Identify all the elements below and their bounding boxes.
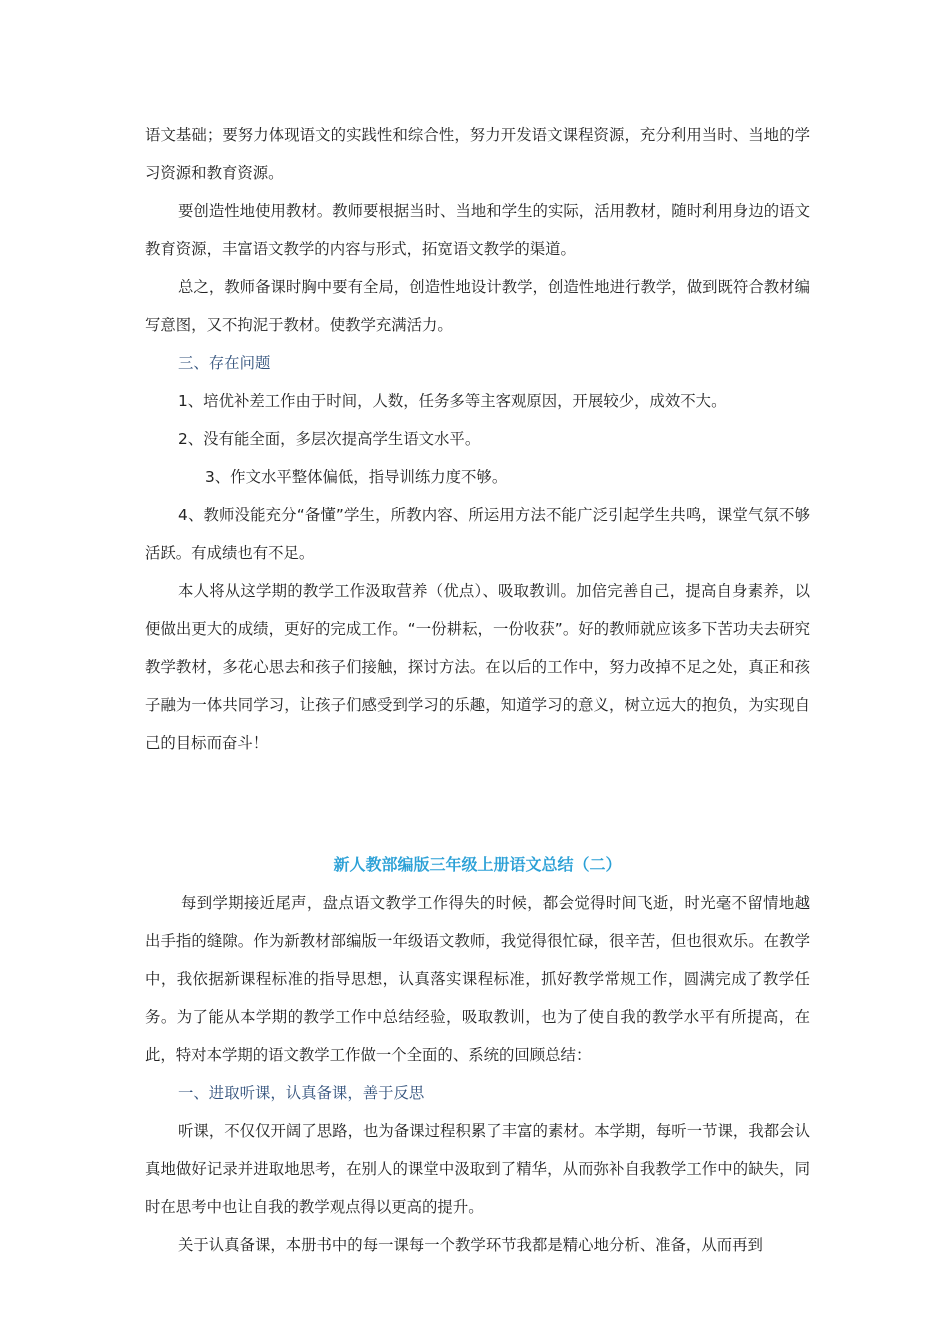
problem-item-4: 4、教师没能充分“备懂”学生，所教内容、所运用方法不能广泛引起学生共鸣，课堂气氛不够活跃。有成绩也有不足。 — [145, 506, 810, 562]
problem-item-3: 3、作文水平整体偏低，指导训练力度不够。 — [205, 468, 508, 486]
section-title: 新人教部编版三年级上册语文总结（二） — [333, 855, 622, 874]
heading-problems: 三、存在问题 — [178, 354, 271, 372]
paragraph-intro: 每到学期接近尾声，盘点语文教学工作得失的时候，都会觉得时间飞逝，时光毫不留情地越出手指的缝隙。作为新教材部编版一年级语文教师，我觉得很忙碌，很辛苦，但也很欢乐。在教学中，我依据新课程标准的指导思想，认真落实课程标准，抓好教学常规工作，圆满完成了教学任务。为了能从本学期的教学工作中总结经验，吸取教训，也为了使自我的教学水平有所提高，在此，特对本学期的语文教学工作做一个全面的、系统的回顾总结： — [145, 894, 810, 1064]
problem-item-1: 1、培优补差工作由于时间，人数，任务多等主客观原因，开展较少，成效不大。 — [178, 392, 727, 410]
problem-item-2: 2、没有能全面，多层次提高学生语文水平。 — [178, 430, 481, 448]
paragraph-preparation: 关于认真备课，本册书中的每一课每一个教学环节我都是精心地分析、准备，从而再到 — [178, 1236, 763, 1254]
document-page — [145, 116, 810, 1264]
heading-prefix: 一、 — [178, 1084, 209, 1102]
paragraph-summary: 总之，教师备课时胸中要有全局，创造性地设计教学，创造性地进行教学，做到既符合教材编写意图，又不拘泥于教材。使教学充满活力。 — [145, 278, 810, 334]
paragraph-creative-textbook: 要创造性地使用教材。教师要根据当时、当地和学生的实际，活用教材，随时利用身边的语文教育资源，丰富语文教学的内容与形式，拓宽语文教学的渠道。 — [145, 202, 810, 258]
heading-text: 进取听课，认真备课，善于反思 — [208, 1084, 425, 1102]
heading-listen-prepare — [145, 1074, 810, 1112]
paragraph-closing: 本人将从这学期的教学工作汲取营养（优点）、吸取教训。加倍完善自己，提高自身素养，以便做出更大的成绩，更好的完成工作。“一份耕耘，一份收获”。好的教师就应该多下苦功夫去研究教学教材，多花心思去和孩子们接触，探讨方法。在以后的工作中，努力改掉不足之处，真正和孩子融为一体共同学习，让孩子们感受到学习的乐趣，知道学习的意义，树立远大的抱负，为实现自己的目标而奋斗！ — [145, 582, 810, 752]
paragraph-resources: 语文基础；要努力体现语文的实践性和综合性，努力开发语文课程资源，充分利用当时、当地的学习资源和教育资源。 — [145, 126, 810, 182]
paragraph-listening: 听课，不仅仅开阔了思路，也为备课过程积累了丰富的素材。本学期，每听一节课，我都会认真地做好记录并进取地思考，在别人的课堂中汲取到了精华，从而弥补自我教学工作中的缺失，同时在思考中也让自我的教学观点得以更高的提升。 — [145, 1122, 810, 1216]
